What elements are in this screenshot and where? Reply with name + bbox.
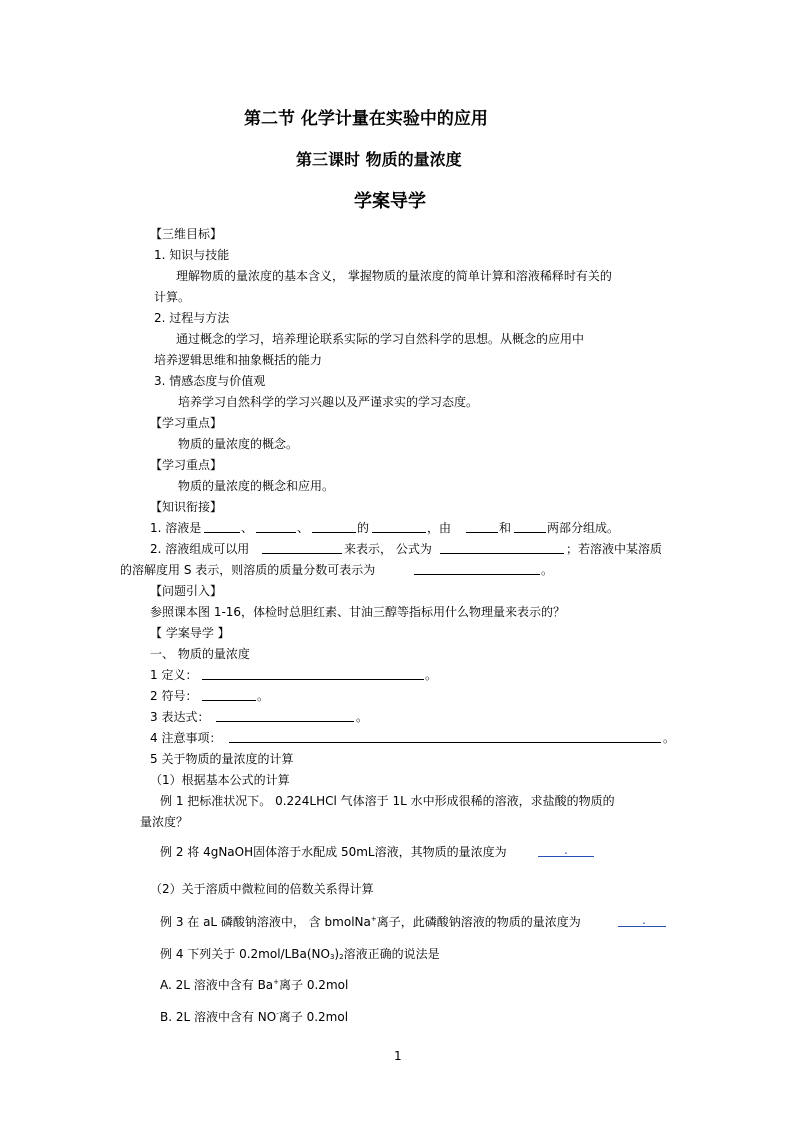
example-4-text-c: 溶液正确的说法是: [343, 947, 440, 961]
example-2-blank-dot: .: [564, 843, 568, 857]
link-header: 【知识衔接】: [150, 500, 223, 514]
objective-1-line-2: 计算。: [154, 290, 191, 304]
link-q2-tail: ；若溶液中某溶质: [566, 542, 663, 556]
example-4-text-b: ): [334, 947, 340, 961]
fill-blank: [312, 532, 356, 533]
option-b-superscript: -: [276, 1010, 279, 1018]
objective-2-line-2: 培养逻辑思维和抽象概括的能力: [154, 353, 323, 367]
notes-label: 4 注意事项：: [150, 731, 222, 745]
link-q1-end: 两部分组成。: [547, 521, 620, 535]
option-a-superscript: +: [273, 978, 280, 986]
fill-blank: [202, 679, 424, 680]
definition-label: 1 定义：: [150, 668, 198, 682]
link-q1-prefix: 1. 溶液是: [150, 521, 202, 535]
focus-2-header: 【学习重点】: [150, 458, 223, 472]
lesson-title: 第三课时 物质的量浓度: [296, 150, 462, 169]
fill-blank: [372, 532, 426, 533]
example-3-blank-dot: .: [642, 913, 646, 927]
symbol-label: 2 符号：: [150, 689, 198, 703]
fill-blank: [466, 532, 498, 533]
objective-2-title: 2. 过程与方法: [154, 311, 230, 325]
objective-3-line-1: 培养学习自然科学的学习兴趣以及严谨求实的学习态度。: [178, 395, 479, 409]
link-q2-line-2: 的溶解度用 S 表示，则溶质的质量分数可表示为: [120, 563, 376, 577]
fill-blank: [204, 532, 240, 533]
expression-end: 。: [356, 710, 369, 724]
fill-blank: [229, 742, 661, 743]
link-q1-de: 的: [357, 521, 370, 535]
study-header: 【 学案导学 】: [150, 626, 230, 640]
fill-blank: [262, 553, 342, 554]
example-3-text-b: 离子，此磷酸钠溶液的物质的量浓度为: [376, 915, 581, 929]
objective-1-title: 1. 知识与技能: [154, 248, 230, 262]
calc-1-heading: （1）根据基本公式的计算: [150, 773, 290, 787]
fill-blank: [514, 532, 546, 533]
link-q2-mid: 来表示， 公式为: [344, 542, 432, 556]
definition-end: 。: [425, 668, 438, 682]
focus-1-text: 物质的量浓度的概念。: [178, 437, 299, 451]
fill-blank: [216, 721, 354, 722]
notes-end: 。: [663, 731, 676, 745]
example-1-line-2: 量浓度？: [140, 815, 189, 829]
fill-blank: [256, 532, 296, 533]
expression-label: 3 表达式：: [150, 710, 210, 724]
focus-1-header: 【学习重点】: [150, 416, 223, 430]
option-b-text-b: 离子 0.2mol: [278, 1010, 349, 1024]
objective-3-title: 3. 情感态度与价值观: [154, 374, 266, 388]
option-b-text-a: B. 2L 溶液中含有 NO: [160, 1010, 277, 1024]
page-number: 1: [394, 1049, 402, 1063]
objective-1-line-1: 理解物质的量浓度的基本含义， 掌握物质的量浓度的简单计算和溶液稀释时有关的: [176, 269, 612, 283]
example-3: [160, 914, 581, 930]
option-a-text-b: 离子 0.2mol: [279, 978, 349, 992]
option-a-text-a: A. 2L 溶液中含有 Ba: [160, 978, 274, 992]
focus-2-text: 物质的量浓度的概念和应用。: [178, 479, 335, 493]
fill-blank: [414, 574, 540, 575]
objective-2-line-1: 通过概念的学习，培养理论联系实际的学习自然科学的思想。从概念的应用中: [176, 332, 585, 346]
section-title: 第二节 化学计量在实验中的应用: [244, 109, 488, 129]
intro-text: 参照课本图 1-16，体检时总胆红素、甘油三醇等指标用什么物理量来表示的？: [150, 605, 566, 619]
option-b: [160, 1009, 348, 1025]
example-3-text-a: 例 3 在 aL 磷酸钠溶液中， 含 bmolNa: [160, 915, 371, 929]
example-2: 例 2 将 4gNaOH固体溶于水配成 50mL溶液，其物质的量浓度为: [160, 845, 507, 859]
study-part-1: 一、 物质的量浓度: [150, 647, 250, 661]
calc-2-heading: （2）关于溶质中微粒间的倍数关系得计算: [150, 882, 374, 896]
option-a: [160, 977, 348, 993]
symbol-end: 。: [257, 689, 270, 703]
example-4: [160, 946, 440, 962]
example-4-text-a: 例 4 下列关于 0.2mol/LBa(NO: [160, 947, 330, 961]
guide-title: 学案导学: [354, 191, 426, 212]
intro-header: 【问题引入】: [150, 584, 223, 598]
link-q2-prefix: 2. 溶液组成可以用: [150, 542, 250, 556]
fill-blank: [440, 553, 564, 554]
example-4-subscript: 3: [329, 953, 335, 961]
objectives-header: 【三维目标】: [150, 227, 223, 241]
fill-blank: [202, 700, 256, 701]
example-3-superscript: +: [370, 915, 377, 923]
calc-heading: 5 关于物质的量浓度的计算: [150, 752, 294, 766]
link-q1-sep-2: 、: [297, 521, 310, 535]
link-q1-you: ，由: [427, 521, 452, 535]
example-1-line-1: 例 1 把标准状况下。 0.224LHCl 气体溶于 1L 水中形成很稀的溶液，求盐酸的物质的: [160, 794, 615, 808]
link-q1-he: 和: [499, 521, 512, 535]
example-4-subscript-2: 2: [339, 953, 344, 961]
link-q2-end: 。: [541, 563, 554, 577]
link-q1-sep-1: 、: [241, 521, 254, 535]
